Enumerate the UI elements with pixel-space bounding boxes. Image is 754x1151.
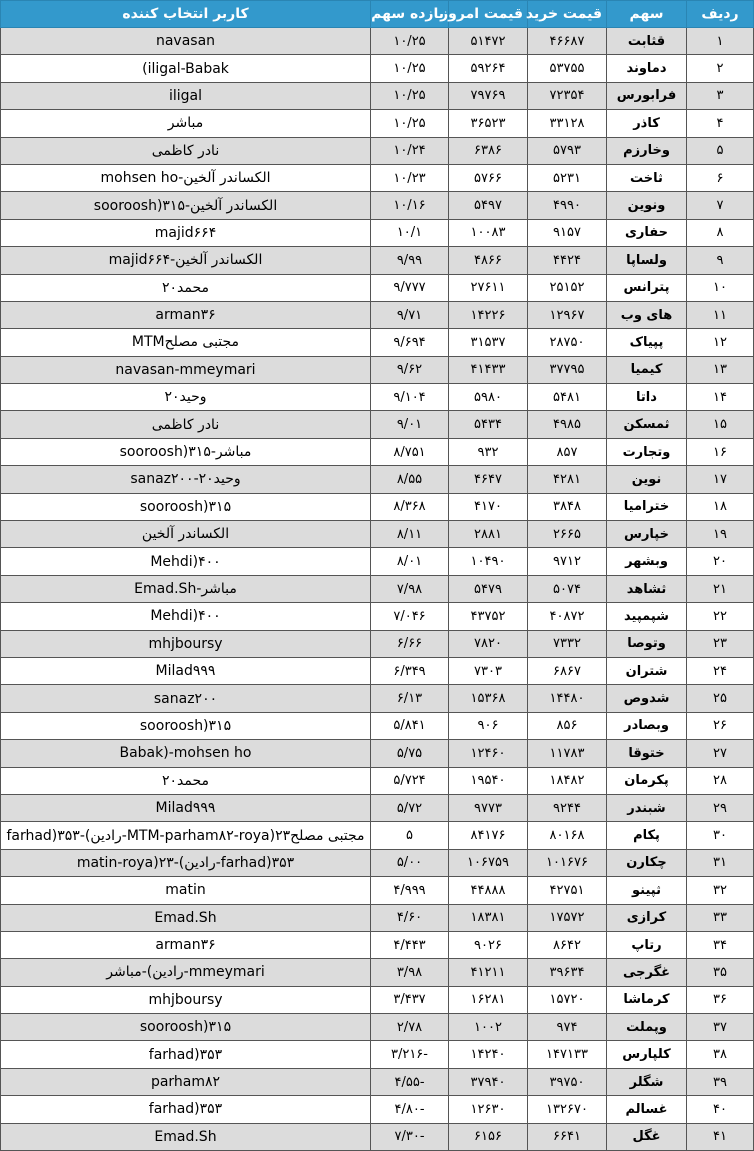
row-number: ۱۰ [687, 274, 754, 301]
table-row [1, 767, 754, 794]
row-number: ۳۵ [687, 959, 754, 986]
table-row [1, 384, 754, 411]
selector-user: majid۶۶۴ [1, 219, 371, 246]
stock-return: ۵/۸۴۱ [371, 712, 449, 739]
stock-return: ۸/۵۵ [371, 466, 449, 493]
stock-return: ۵ [371, 822, 449, 849]
stock-symbol: کرازی [607, 904, 687, 931]
stock-symbol: حفاری [607, 219, 687, 246]
stock-return: ۳/۴۳۷ [371, 986, 449, 1013]
selector-user: sooroosh)۳۱۵ [1, 712, 371, 739]
stock-symbol: پکام [607, 822, 687, 849]
buy-price: ۲۵۱۵۲ [528, 274, 607, 301]
table-row [1, 411, 754, 438]
buy-price: ۱۸۴۸۲ [528, 767, 607, 794]
stock-return: ۳/۹۸ [371, 959, 449, 986]
row-number: ۵ [687, 137, 754, 164]
today-price: ۴۱۴۳۳ [449, 356, 528, 383]
table-row [1, 1123, 754, 1150]
table-row [1, 247, 754, 274]
today-price: ۴۸۶۶ [449, 247, 528, 274]
row-number: ۱۱ [687, 301, 754, 328]
stock-symbol: شپمپید [607, 603, 687, 630]
stock-symbol: چکارن [607, 849, 687, 876]
today-price: ۵۷۶۶ [449, 164, 528, 191]
buy-price: ۴۶۶۸۷ [528, 28, 607, 55]
stock-symbol: کاذر [607, 110, 687, 137]
row-number: ۱۹ [687, 521, 754, 548]
today-price: ۴۱۲۱۱ [449, 959, 528, 986]
header-bazdeh: بازده سهم [371, 1, 449, 28]
row-number: ۸ [687, 219, 754, 246]
row-number: ۲۸ [687, 767, 754, 794]
header-row [1, 1, 754, 28]
table-row [1, 931, 754, 958]
today-price: ۱۹۵۴۰ [449, 767, 528, 794]
table-row [1, 904, 754, 931]
row-number: ۱۳ [687, 356, 754, 383]
selector-user: مجتبی مصلحMTM-parham۸۲-roya)۲۳-رادین)-farhad)۳۵۳ [1, 822, 371, 849]
stock-symbol: قثابت [607, 28, 687, 55]
today-price: ۹۷۷۳ [449, 794, 528, 821]
today-price: ۷۸۲۰ [449, 630, 528, 657]
table-row [1, 548, 754, 575]
table-row [1, 575, 754, 602]
stock-return: ۷/۹۸ [371, 575, 449, 602]
selector-user: وحید۲۰-sanaz۲۰۰ [1, 466, 371, 493]
stock-symbol: وبصادر [607, 712, 687, 739]
today-price: ۶۱۵۶ [449, 1123, 528, 1150]
today-price: ۴۶۴۷ [449, 466, 528, 493]
stock-return: ۶/۳۴۹ [371, 657, 449, 684]
table-row [1, 630, 754, 657]
table-row [1, 164, 754, 191]
selector-user: محمد۲۰ [1, 767, 371, 794]
buy-price: ۱۰۱۶۷۶ [528, 849, 607, 876]
buy-price: ۵۲۳۱ [528, 164, 607, 191]
table-row [1, 849, 754, 876]
table-row [1, 466, 754, 493]
selector-user: الکساندر آلخین-mohsen ho [1, 164, 371, 191]
stock-return: ۱۰/۲۵ [371, 82, 449, 109]
stock-symbol: نوین [607, 466, 687, 493]
table-row [1, 28, 754, 55]
table-row [1, 794, 754, 821]
selector-user: مباشر-sooroosh)۳۱۵ [1, 438, 371, 465]
row-number: ۳۱ [687, 849, 754, 876]
today-price: ۹۰۲۶ [449, 931, 528, 958]
stock-symbol: وپملت [607, 1014, 687, 1041]
buy-price: ۹۷۱۲ [528, 548, 607, 575]
row-number: ۱۸ [687, 493, 754, 520]
header-gheymat-kharid: قیمت خرید [528, 1, 607, 28]
stock-return: -۴/۸۰ [371, 1096, 449, 1123]
selector-user: iligal-Babak) [1, 55, 371, 82]
stock-symbol: ثشاهد [607, 575, 687, 602]
stock-return: ۱۰/۲۴ [371, 137, 449, 164]
row-number: ۴۱ [687, 1123, 754, 1150]
stock-symbol: غگرجی [607, 959, 687, 986]
buy-price: ۳۸۴۸ [528, 493, 607, 520]
buy-price: ۴۲۸۱ [528, 466, 607, 493]
selector-user: sooroosh)۳۱۵ [1, 493, 371, 520]
stock-return: ۹/۷۱ [371, 301, 449, 328]
today-price: ۳۶۵۲۳ [449, 110, 528, 137]
today-price: ۴۳۷۵۲ [449, 603, 528, 630]
table-row [1, 1014, 754, 1041]
stock-return: ۹/۹۹ [371, 247, 449, 274]
stock-symbol: ثمسکن [607, 411, 687, 438]
stock-symbol: پکرمان [607, 767, 687, 794]
header-gheymat-emrooz: قیمت امروز [449, 1, 528, 28]
row-number: ۳۰ [687, 822, 754, 849]
today-price: ۵۴۹۷ [449, 192, 528, 219]
selector-user: parham۸۲ [1, 1068, 371, 1095]
stock-return: ۸/۰۱ [371, 548, 449, 575]
stock-return: ۲/۷۸ [371, 1014, 449, 1041]
row-number: ۱۴ [687, 384, 754, 411]
today-price: ۱۰۶۷۵۹ [449, 849, 528, 876]
today-price: ۵۱۴۷۲ [449, 28, 528, 55]
selector-user: farhad)۳۵۳-رادین)-matin-roya)۲۳ [1, 849, 371, 876]
stock-symbol: شگلر [607, 1068, 687, 1095]
row-number: ۲۲ [687, 603, 754, 630]
stock-symbol: غسالم [607, 1096, 687, 1123]
row-number: ۱۶ [687, 438, 754, 465]
today-price: ۱۵۳۶۸ [449, 685, 528, 712]
selector-user: نادر کاظمی [1, 137, 371, 164]
stock-symbol: رتاپ [607, 931, 687, 958]
buy-price: ۶۶۴۱ [528, 1123, 607, 1150]
row-number: ۲۳ [687, 630, 754, 657]
selector-user: نادر کاظمی [1, 411, 371, 438]
buy-price: ۸۵۶ [528, 712, 607, 739]
today-price: ۷۹۷۶۹ [449, 82, 528, 109]
row-number: ۴ [687, 110, 754, 137]
today-price: ۱۶۲۸۱ [449, 986, 528, 1013]
row-number: ۱ [687, 28, 754, 55]
row-number: ۲۶ [687, 712, 754, 739]
table-row [1, 137, 754, 164]
selector-user: Mehdi)۴۰۰ [1, 603, 371, 630]
selector-user: الکساندر آلخین-sooroosh)۳۱۵ [1, 192, 371, 219]
stock-symbol: ختراميا [607, 493, 687, 520]
row-number: ۶ [687, 164, 754, 191]
stock-return: ۹/۶۹۴ [371, 329, 449, 356]
stock-return: ۱۰/۱ [371, 219, 449, 246]
buy-price: ۴۲۷۵۱ [528, 877, 607, 904]
today-price: ۴۱۷۰ [449, 493, 528, 520]
stock-return: ۵/۷۲۴ [371, 767, 449, 794]
today-price: ۹۳۲ [449, 438, 528, 465]
buy-price: ۴۰۸۷۲ [528, 603, 607, 630]
table-row [1, 959, 754, 986]
table-row [1, 877, 754, 904]
stock-symbol: کرماشا [607, 986, 687, 1013]
stock-return: ۶/۱۳ [371, 685, 449, 712]
selector-user: Milad۹۹۹ [1, 794, 371, 821]
buy-price: ۳۷۷۹۵ [528, 356, 607, 383]
today-price: ۳۷۹۴۰ [449, 1068, 528, 1095]
stock-return: ۴/۶۰ [371, 904, 449, 931]
today-price: ۷۳۰۳ [449, 657, 528, 684]
today-price: ۱۸۳۸۱ [449, 904, 528, 931]
stock-return: ۴/۴۴۳ [371, 931, 449, 958]
table-row [1, 657, 754, 684]
row-number: ۱۲ [687, 329, 754, 356]
row-number: ۳۲ [687, 877, 754, 904]
row-number: ۱۷ [687, 466, 754, 493]
table-row [1, 55, 754, 82]
row-number: ۴۰ [687, 1096, 754, 1123]
row-number: ۲۵ [687, 685, 754, 712]
selector-user: arman۳۶ [1, 301, 371, 328]
stock-return: ۹/۷۷۷ [371, 274, 449, 301]
stock-symbol: کلپارس [607, 1041, 687, 1068]
today-price: ۱۲۶۳۰ [449, 1096, 528, 1123]
buy-price: ۱۳۲۶۷۰ [528, 1096, 607, 1123]
buy-price: ۵۰۷۴ [528, 575, 607, 602]
stock-symbol: پپیاک [607, 329, 687, 356]
table-row [1, 82, 754, 109]
table-row [1, 438, 754, 465]
buy-price: ۸۵۷ [528, 438, 607, 465]
stock-return: ۴/۹۹۹ [371, 877, 449, 904]
buy-price: ۱۲۹۶۷ [528, 301, 607, 328]
row-number: ۳۶ [687, 986, 754, 1013]
stock-symbol: داتا [607, 384, 687, 411]
stock-symbol: فرابورس [607, 82, 687, 109]
row-number: ۲۱ [687, 575, 754, 602]
today-price: ۱۴۲۲۶ [449, 301, 528, 328]
stock-return: -۳/۲۱۶ [371, 1041, 449, 1068]
row-number: ۳ [687, 82, 754, 109]
today-price: ۱۰۰۸۳ [449, 219, 528, 246]
stock-symbol: وبشهر [607, 548, 687, 575]
selector-user: matin [1, 877, 371, 904]
buy-price: ۱۷۵۷۲ [528, 904, 607, 931]
selector-user: navasan-mmeymari [1, 356, 371, 383]
buy-price: ۲۶۶۵ [528, 521, 607, 548]
buy-price: ۴۴۲۴ [528, 247, 607, 274]
selector-user: mhjboursy [1, 630, 371, 657]
stock-symbol: وخارزم [607, 137, 687, 164]
row-number: ۲۷ [687, 740, 754, 767]
row-number: ۲۹ [687, 794, 754, 821]
buy-price: ۴۹۹۰ [528, 192, 607, 219]
selector-user: sanaz۲۰۰ [1, 685, 371, 712]
today-price: ۶۳۸۶ [449, 137, 528, 164]
stock-symbol: شتران [607, 657, 687, 684]
today-price: ۲۷۶۱۱ [449, 274, 528, 301]
buy-price: ۸۶۴۲ [528, 931, 607, 958]
buy-price: ۲۸۷۵۰ [528, 329, 607, 356]
buy-price: ۴۹۸۵ [528, 411, 607, 438]
today-price: ۵۹۸۰ [449, 384, 528, 411]
selector-user: Emad.Sh [1, 904, 371, 931]
stock-return: ۱۰/۲۵ [371, 55, 449, 82]
buy-price: ۱۱۷۸۳ [528, 740, 607, 767]
selector-user: farhad)۳۵۳ [1, 1041, 371, 1068]
today-price: ۱۰۰۲ [449, 1014, 528, 1041]
buy-price: ۷۳۳۲ [528, 630, 607, 657]
stock-symbol: ولساپا [607, 247, 687, 274]
row-number: ۷ [687, 192, 754, 219]
buy-price: ۳۹۷۵۰ [528, 1068, 607, 1095]
stock-return: ۵/۷۵ [371, 740, 449, 767]
row-number: ۳۹ [687, 1068, 754, 1095]
stock-symbol: پترانس [607, 274, 687, 301]
table-row [1, 329, 754, 356]
buy-price: ۱۴۷۱۳۳ [528, 1041, 607, 1068]
selector-user: مجتبی مصلحMTM [1, 329, 371, 356]
selector-user: mmeymari-رادین)-مباشر [1, 959, 371, 986]
table-row [1, 986, 754, 1013]
table-row [1, 192, 754, 219]
header-karbar: کاربر انتخاب کننده [1, 1, 371, 28]
selector-user: Mehdi)۴۰۰ [1, 548, 371, 575]
buy-price: ۷۲۳۵۴ [528, 82, 607, 109]
today-price: ۱۴۲۴۰ [449, 1041, 528, 1068]
today-price: ۵۴۳۴ [449, 411, 528, 438]
header-sahm: سهم [607, 1, 687, 28]
row-number: ۳۸ [687, 1041, 754, 1068]
selector-user: محمد۲۰ [1, 274, 371, 301]
buy-price: ۳۹۶۳۴ [528, 959, 607, 986]
table-row [1, 356, 754, 383]
selector-user: arman۳۶ [1, 931, 371, 958]
table-row [1, 521, 754, 548]
table-row [1, 274, 754, 301]
stock-return: ۹/۶۲ [371, 356, 449, 383]
stock-return: ۹/۰۱ [371, 411, 449, 438]
header-radif: ردیف [687, 1, 754, 28]
stock-return: ۵/۰۰ [371, 849, 449, 876]
selector-user: mhjboursy [1, 986, 371, 1013]
stock-symbol: شدوص [607, 685, 687, 712]
selector-user: مباشر-Emad.Sh [1, 575, 371, 602]
stock-return: ۸/۱۱ [371, 521, 449, 548]
buy-price: ۹۲۴۴ [528, 794, 607, 821]
selector-user: الکساندر آلخین [1, 521, 371, 548]
row-number: ۱۵ [687, 411, 754, 438]
today-price: ۴۴۸۸۸ [449, 877, 528, 904]
stock-return: ۱۰/۲۵ [371, 28, 449, 55]
today-price: ۹۰۶ [449, 712, 528, 739]
stock-symbol: وتجارت [607, 438, 687, 465]
stock-symbol: ثپینو [607, 877, 687, 904]
stock-symbol: ثاخت [607, 164, 687, 191]
stock-return: ۹/۱۰۴ [371, 384, 449, 411]
stock-return: ۸/۷۵۱ [371, 438, 449, 465]
today-price: ۱۰۴۹۰ [449, 548, 528, 575]
row-number: ۳۳ [687, 904, 754, 931]
selector-user: sooroosh)۳۱۵ [1, 1014, 371, 1041]
today-price: ۲۸۸۱ [449, 521, 528, 548]
selector-user: Emad.Sh [1, 1123, 371, 1150]
row-number: ۳۴ [687, 931, 754, 958]
row-number: ۲ [687, 55, 754, 82]
stock-return: -۷/۳۰ [371, 1123, 449, 1150]
today-price: ۳۱۵۳۷ [449, 329, 528, 356]
selector-user: الکساندر آلخین-majid۶۶۴ [1, 247, 371, 274]
table-row [1, 110, 754, 137]
selector-user: iligal [1, 82, 371, 109]
today-price: ۵۴۷۹ [449, 575, 528, 602]
buy-price: ۵۷۹۳ [528, 137, 607, 164]
stock-symbol: دماوند [607, 55, 687, 82]
selector-user: Milad۹۹۹ [1, 657, 371, 684]
selector-user: navasan [1, 28, 371, 55]
buy-price: ۱۴۴۸۰ [528, 685, 607, 712]
selector-user: مباشر [1, 110, 371, 137]
table-row [1, 712, 754, 739]
stock-symbol: شبندر [607, 794, 687, 821]
buy-price: ۹۷۴ [528, 1014, 607, 1041]
stock-return: ۷/۰۴۶ [371, 603, 449, 630]
stock-return: ۶/۶۶ [371, 630, 449, 657]
stock-return: ۵/۷۲ [371, 794, 449, 821]
stock-return: ۸/۳۶۸ [371, 493, 449, 520]
row-number: ۹ [687, 247, 754, 274]
buy-price: ۵۴۸۱ [528, 384, 607, 411]
buy-price: ۱۵۷۲۰ [528, 986, 607, 1013]
today-price: ۵۹۲۶۴ [449, 55, 528, 82]
selector-user: وحید۲۰ [1, 384, 371, 411]
table-row [1, 1041, 754, 1068]
buy-price: ۸۰۱۶۸ [528, 822, 607, 849]
stock-return: ۱۰/۲۵ [371, 110, 449, 137]
buy-price: ۶۸۶۷ [528, 657, 607, 684]
today-price: ۱۲۴۶۰ [449, 740, 528, 767]
table-row [1, 603, 754, 630]
stock-symbol: غگل [607, 1123, 687, 1150]
table-row [1, 740, 754, 767]
table-row [1, 685, 754, 712]
today-price: ۸۴۱۷۶ [449, 822, 528, 849]
table-row [1, 493, 754, 520]
stock-return: ۱۰/۲۳ [371, 164, 449, 191]
row-number: ۳۷ [687, 1014, 754, 1041]
table-row [1, 1068, 754, 1095]
buy-price: ۳۳۱۲۸ [528, 110, 607, 137]
buy-price: ۹۱۵۷ [528, 219, 607, 246]
stock-symbol: ونوین [607, 192, 687, 219]
row-number: ۲۴ [687, 657, 754, 684]
row-number: ۲۰ [687, 548, 754, 575]
stock-symbol: خپارس [607, 521, 687, 548]
table-row [1, 219, 754, 246]
table-row [1, 301, 754, 328]
stock-symbol: کیمیا [607, 356, 687, 383]
selector-user: farhad)۳۵۳ [1, 1096, 371, 1123]
table-body [1, 28, 754, 1151]
stock-return: ۱۰/۱۶ [371, 192, 449, 219]
table-row [1, 822, 754, 849]
selector-user: Babak)-mohsen ho [1, 740, 371, 767]
stock-symbol: ختوقا [607, 740, 687, 767]
stock-symbol: وتوصا [607, 630, 687, 657]
buy-price: ۵۳۷۵۵ [528, 55, 607, 82]
stock-symbol: های وب [607, 301, 687, 328]
table-row [1, 1096, 754, 1123]
stock-return: -۴/۵۵ [371, 1068, 449, 1095]
